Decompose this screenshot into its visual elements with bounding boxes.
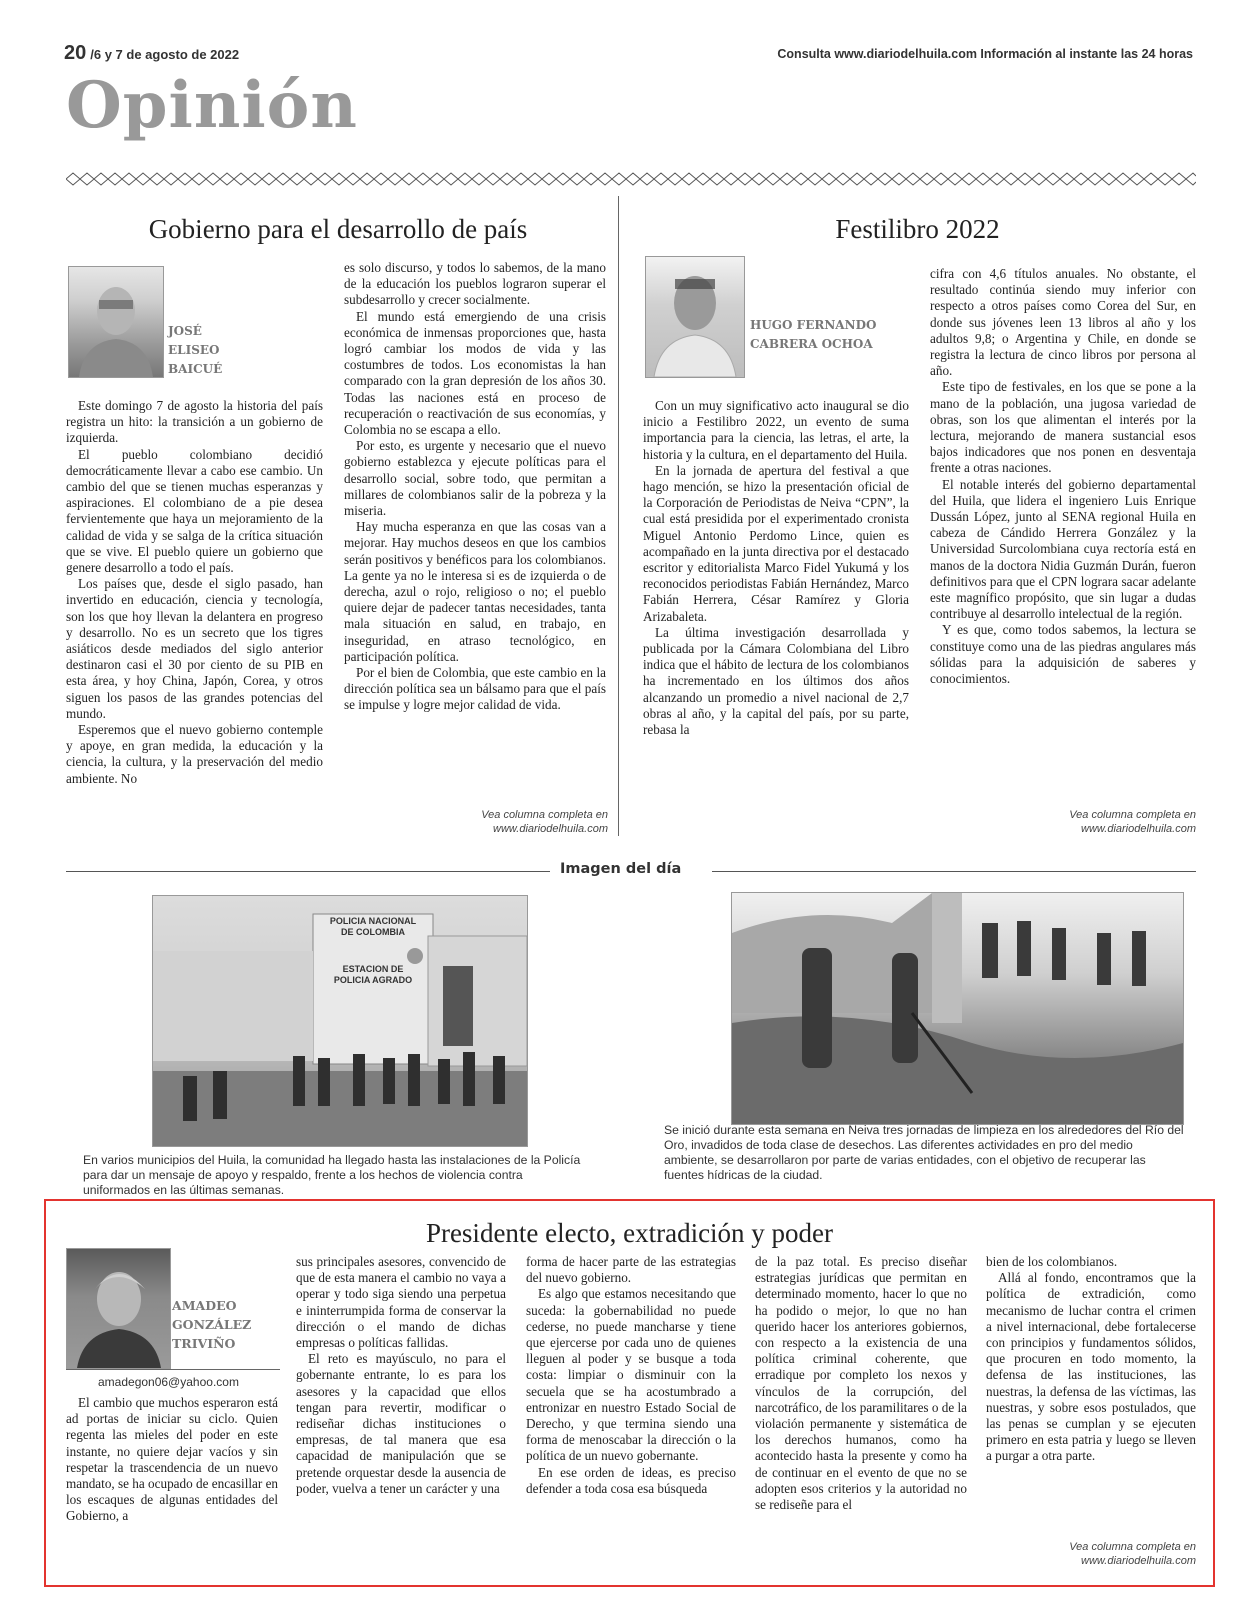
see-more-text: Vea columna completa en	[1069, 1541, 1196, 1553]
paragraph: Con un muy significativo acto inaugural se dio inicio a Festilibro 2022, un evento de suma importancia para la ciencia, las letras, el arte, la historia y la cultura, en el departamento del Huila.	[643, 398, 909, 462]
issue-date: /6 y 7 de agosto de 2022	[90, 47, 240, 62]
divider-line	[712, 871, 1196, 872]
article2-column-2	[930, 266, 1196, 687]
paragraph: de la paz total. Es preciso diseñar estrategias jurídicas que permitan en determinado momento, hacer lo que no ha podido o mejor, lo que no han querido hacer los anteriores gobiernos, con respecto a la existencia de una política criminal coherente, que erradique por completo los nexos y vínculos de la corrupción, del narcotráfico, de los paramilitares o de la violación permanente y sistemática de los derechos humanos, como ha acontecido hasta la presente y como ha de continuar en el evento de que no se adopten esos criterios y la autoridad no se rediseñe para el	[755, 1254, 968, 1513]
photo-police-station	[152, 895, 528, 1147]
sign-line: POLICIA NACIONAL	[329, 916, 417, 926]
author-line: HUGO FERNANDO	[750, 318, 877, 332]
article2-title: Festilibro 2022	[835, 214, 1000, 244]
paragraph: El reto es mayúsculo, no para el gobernante entrante, lo es para los asesores y la capacidad que ellos tengan para revertir, modificar o rediseñar dichas instituciones o empresas, de tal manera que esa capacidad de manipulación que se pretende orquestar desde la ausencia de poder, vuelva a tener un carácter y una	[296, 1351, 506, 1496]
sign-line: DE COLOMBIA	[341, 927, 405, 937]
page-number: 20	[64, 42, 87, 64]
paragraph: La última investigación desarrollada y publicada por la Cámara Colombiana del Libro indica que el hábito de lectura de los colombianos ha incrementado en los últimos dos años alcanzando un promedio a nivel nacional de 2,7 obras al año, y la capital del país, por su parte, rebasa la	[643, 624, 909, 738]
column-divider	[618, 196, 619, 836]
photo1-caption: En varios municipios del Huila, la comunidad ha llegado hasta las instalaciones de la Policía para dar un mensaje de apoyo y respaldo, frente a los hechos de violencia contra uniformados en las últimas semanas.	[83, 1153, 581, 1197]
image-of-day-label: Imagen del día	[560, 861, 682, 877]
article1-see-more	[400, 808, 608, 836]
section-title: Opinión	[66, 68, 358, 143]
header-tagline: Consulta www.diariodelhuila.com Información al instante las 24 horas	[777, 47, 1193, 61]
photo2-caption: Se inició durante esta semana en Neiva tres jornadas de limpieza en los alrededores del Río del Oro, invadidos de toda clase de desechos. Las diferentes actividades en pro del medio ambiente, se desarrollaron por parte de varias entidades, con el objetivo de recuperar las fuentes hídricas de la ciudad.	[664, 1123, 1184, 1182]
email-divider	[66, 1369, 280, 1370]
author-photo-amadeo	[66, 1248, 171, 1369]
paragraph: Este domingo 7 de agosto la historia del país registra un hito: la transición a un gobierno de izquierda.	[66, 398, 323, 446]
article3-column-5	[986, 1254, 1196, 1465]
see-more-link[interactable]: www.diariodelhuila.com	[1081, 823, 1196, 835]
article3-author	[172, 1296, 251, 1353]
sign-line: ESTACION DE	[342, 964, 404, 974]
article1-column-2	[344, 260, 606, 714]
author-line: CABRERA OCHOA	[750, 337, 873, 351]
paragraph: En ese orden de ideas, es preciso defender a toda cosa esa búsqueda	[526, 1464, 736, 1496]
author-line: BAICUÉ	[168, 362, 223, 376]
paragraph: Hay mucha esperanza en que las cosas van a mejorar. Hay muchos deseos en que los cambios serán positivos y benéficos para los colombianos. La gente ya no le interesa si es de izquierda o de derecha, azul o rojo, religioso o no; el pueblo quiere dejar de padecer tantas necesidades, tanta mala situación en salud, en trabajo, en inseguridad, en atraso tecnológico, en participación política.	[344, 519, 606, 664]
page-header-left	[64, 42, 239, 65]
paragraph: El pueblo colombiano decidió democráticamente llevar a cabo ese cambio. Un cambio del que se tienen muchas esperanzas y aspiraciones. El colombiano de a pie desea fervientemente que haya un mejoramiento de la calidad de vida y se salga de la crítica situación que se vive. El pueblo quiere un gobierno que genere desarrollo a todo el país.	[66, 446, 323, 576]
paragraph: En la jornada de apertura del festival a que hago mención, se hizo la presentación oficial de la Corporación de Periodistas de Neiva “CPN”, la cual está presidida por el experimentado cronista Miguel Antonio Perdomo Lince, quien es acompañado en la junta directiva por el destacado escritor y editorialista Marco Fidel Yukumá y los reconocidos periodistas Fabián Hernández, Marco Fabián Herrera, César Ramírez y Gloria Arizabaleta.	[643, 462, 909, 624]
article1-column-1	[66, 398, 323, 787]
article3-column-4	[755, 1254, 967, 1513]
article3-column-1	[66, 1395, 278, 1525]
paragraph: Es algo que estamos necesitando que suceda: la gobernabilidad no puede cederse, no puede mancharse y tiene que ejercerse por cada uno de quienes lleguen al poder y se busque a toda costa: limpiar o disminuir con la secuela que se ha acostumbrado a entronizar en nuestro Estado Social de Derecho, y que termina siendo una forma de menoscabar la dirección o la política de un nuevo gobernante.	[526, 1286, 736, 1464]
author-line: GONZÁLEZ	[172, 1317, 252, 1332]
divider-line	[66, 871, 550, 872]
author-line: JOSÉ	[168, 324, 202, 338]
paragraph: Esperemos que el nuevo gobierno contemple y apoye, en gran medida, la educación y la ciencia, la cultura, y la preservación del medio ambiente. No	[66, 722, 323, 786]
paragraph: sus principales asesores, convencido de que de esta manera el cambio no vaya a operar y todo siga siendo una perpetua e ininterrumpida forma de conservar la dirección o el mando de dichas empresas o políticas fallidas.	[296, 1254, 506, 1351]
paragraph: Este tipo de festivales, en los que se pone a la mano de la población, una jugosa variedad de obras, son los que alimentan el interés por la lectura, mejorando de manera sustancial esos bajos indicadores que nos ponen en desventaja frente a otras naciones.	[930, 379, 1196, 476]
author-line: ELISEO	[168, 343, 220, 357]
paragraph: Por el bien de Colombia, que este cambio en la dirección política sea un bálsamo para que el país se impulse y logre mejor calidad de vida.	[344, 665, 606, 713]
paragraph: cifra con 4,6 títulos anuales. No obstante, el resultado continúa siendo muy inferior con respecto a otros países como Corea del Sur, en donde sus jóvenes leen 13 libros al año y los adultos 9,8; o Argentina y Chile, en donde se registra la lectura de cinco libros por persona al año.	[930, 266, 1196, 379]
paragraph: Allá al fondo, encontramos que la política de extradición, como mecanismo de luchar contra el crimen a nivel internacional, debe fortalecerse con principios y fundamentos sólidos, que procuren en todo momento, la defensa de las instituciones, las nuestras, la defensa de las víctimas, las nuestras, y sobre esos postulados, que las penas se cumplan y se ejecuten primero en esta patria y luego se lleven a purgar a otra parte.	[986, 1270, 1196, 1464]
decorative-border	[66, 172, 1196, 186]
author-photo-jose-eliseo	[68, 266, 164, 378]
article2-see-more	[990, 808, 1196, 836]
article1-author	[168, 322, 222, 379]
author-photo-hugo-fernando	[645, 256, 745, 378]
paragraph: Los países que, desde el siglo pasado, han invertido en educación, ciencia y tecnología, son los que hoy llevan la delantera en progreso y desarrollo. No es un secreto que los tigres asiáticos desde mediados del siglo anterior destinaron casi el 30 por ciento de su PIB en esta área, y hoy China, Japón, Corea, y otros siguen los pasos de las grandes potencias del mundo.	[66, 576, 323, 721]
see-more-link[interactable]: www.diariodelhuila.com	[1081, 1555, 1196, 1567]
article3-column-3	[526, 1254, 736, 1497]
see-more-text: Vea columna completa en	[481, 809, 608, 821]
author-email[interactable]: amadegon06@yahoo.com	[98, 1375, 239, 1389]
paragraph: Y es que, como todos sabemos, la lectura se constituye como una de las piedras angulares más sólidas para la adquisición de saberes y conocimientos.	[930, 622, 1196, 687]
article3-title: Presidente electo, extradición y poder	[425, 1218, 834, 1248]
author-line: AMADEO	[172, 1298, 237, 1313]
author-line: TRIVIÑO	[172, 1336, 236, 1351]
article3-column-2	[296, 1254, 506, 1497]
sign-line: POLICIA AGRADO	[333, 975, 413, 985]
see-more-text: Vea columna completa en	[1069, 809, 1196, 821]
paragraph: El notable interés del gobierno departamental del Huila, que lidera el ingeniero Luis Enrique Dussán López, junto al SENA regional Huila en cabeza de Cándido Herrera González y la Universidad Surcolombiana cuya rectoría está en manos de la doctora Nidia Guzmán Durán, fueron definitivos para que el CPN lograra sacar adelante este magnífico propósito, que sin lugar a dudas contribuye al desarrollo intelectual de la región.	[930, 476, 1196, 622]
station-sign	[315, 916, 431, 986]
paragraph: El mundo está emergiendo de una crisis económica de inmensas proporciones que, hasta logró cambiar los modos de vida y las costumbres de todos. Los economistas la han comparado con la gran depresión de los años 30. Todas las naciones está en proceso de recuperación o reactivación de sus economías, y Colombia no se escapa a ello.	[344, 308, 606, 438]
paragraph: El cambio que muchos esperaron está ad portas de iniciar su ciclo. Quien regenta las mieles del poder en este instante, no quiere dejar vacíos y sin respetar la trascendencia de un nuevo mandato, se ha ocupado de encasillar en los escaques de algunas entidades del Gobierno, a	[66, 1395, 279, 1524]
paragraph: bien de los colombianos.	[986, 1254, 1118, 1269]
article2-author	[750, 316, 876, 354]
article2-column-1	[643, 398, 909, 738]
paragraph: forma de hacer parte de las estrategias del nuevo gobierno.	[526, 1254, 736, 1286]
photo-river-cleanup	[731, 892, 1184, 1125]
article3-see-more	[990, 1540, 1196, 1568]
see-more-link[interactable]: www.diariodelhuila.com	[493, 823, 608, 835]
paragraph: es solo discurso, y todos lo sabemos, de la mano de la educación los pueblos lograron superar el subdesarrollo y crecer socialmente.	[344, 260, 606, 308]
article1-title: Gobierno para el desarrollo de país	[148, 214, 528, 244]
paragraph: Por esto, es urgente y necesario que el nuevo gobierno establezca y ejecute políticas para el desarrollo social, sobre todo, que permitan a millares de colombianos salir de la pobreza y la miseria.	[344, 438, 606, 519]
